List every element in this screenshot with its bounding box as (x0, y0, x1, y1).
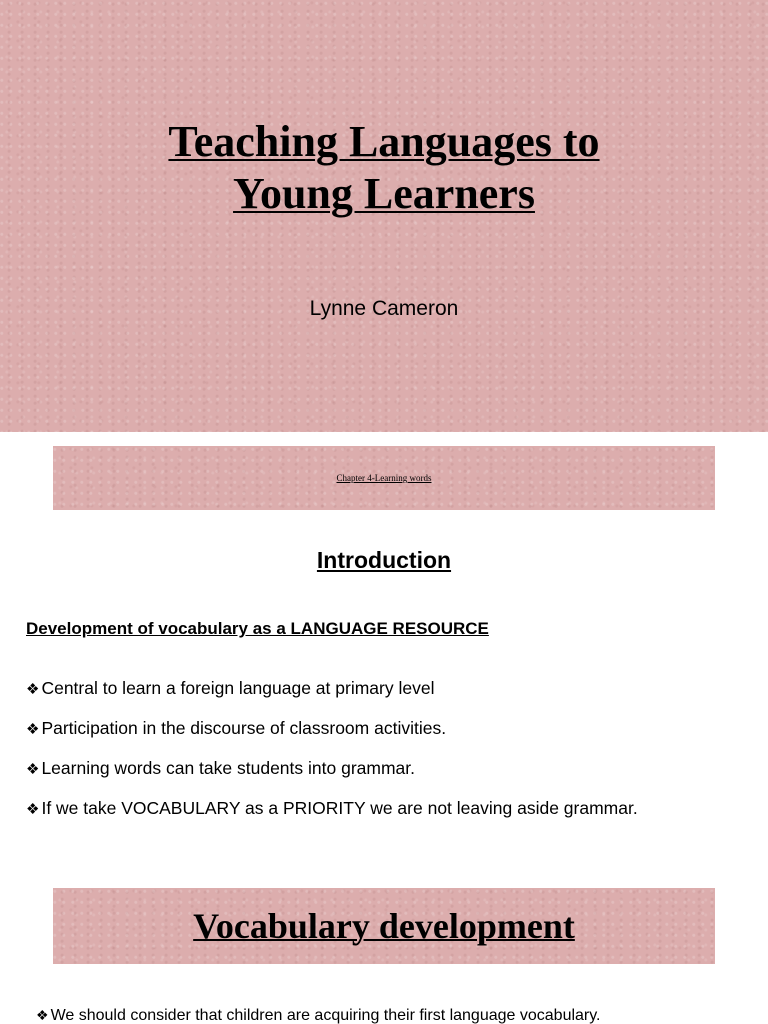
diamond-bullet-icon: ❖ (26, 681, 40, 698)
vocabulary-development-heading: Vocabulary development (193, 906, 575, 946)
title-line-2: Young Learners (233, 169, 535, 218)
diamond-bullet-icon: ❖ (36, 1007, 49, 1023)
vocabulary-resource-subheading: Development of vocabulary as a LANGUAGE RESOURCE (26, 619, 489, 638)
diamond-bullet-icon: ❖ (26, 801, 40, 818)
presentation-title (0, 116, 768, 220)
bullet-text: Learning words can take students into grammar. (41, 758, 415, 778)
list-item (26, 676, 756, 716)
vocabulary-slide (53, 888, 715, 964)
list-item (26, 756, 756, 796)
diamond-bullet-icon: ❖ (26, 721, 40, 738)
bullet-text: We should consider that children are acquiring their first language vocabulary. (50, 1007, 601, 1024)
bullet-text: Participation in the discourse of classroom activities. (41, 718, 447, 738)
introduction-bullet-list (26, 676, 756, 836)
list-item (26, 716, 756, 756)
author-name: Lynne Cameron (309, 297, 459, 320)
bullet-text: If we take VOCABULARY as a PRIORITY we are not leaving aside grammar. (41, 798, 638, 818)
diamond-bullet-icon: ❖ (26, 761, 40, 778)
chapter-label: Chapter 4-Learning words (336, 473, 432, 483)
vocabulary-bullet (36, 1003, 766, 1024)
introduction-heading: Introduction (316, 547, 452, 573)
title-slide (0, 0, 768, 432)
title-line-1: Teaching Languages to (168, 117, 600, 166)
list-item (26, 796, 756, 836)
chapter-slide (53, 446, 715, 510)
bullet-text: Central to learn a foreign language at primary level (41, 678, 435, 698)
